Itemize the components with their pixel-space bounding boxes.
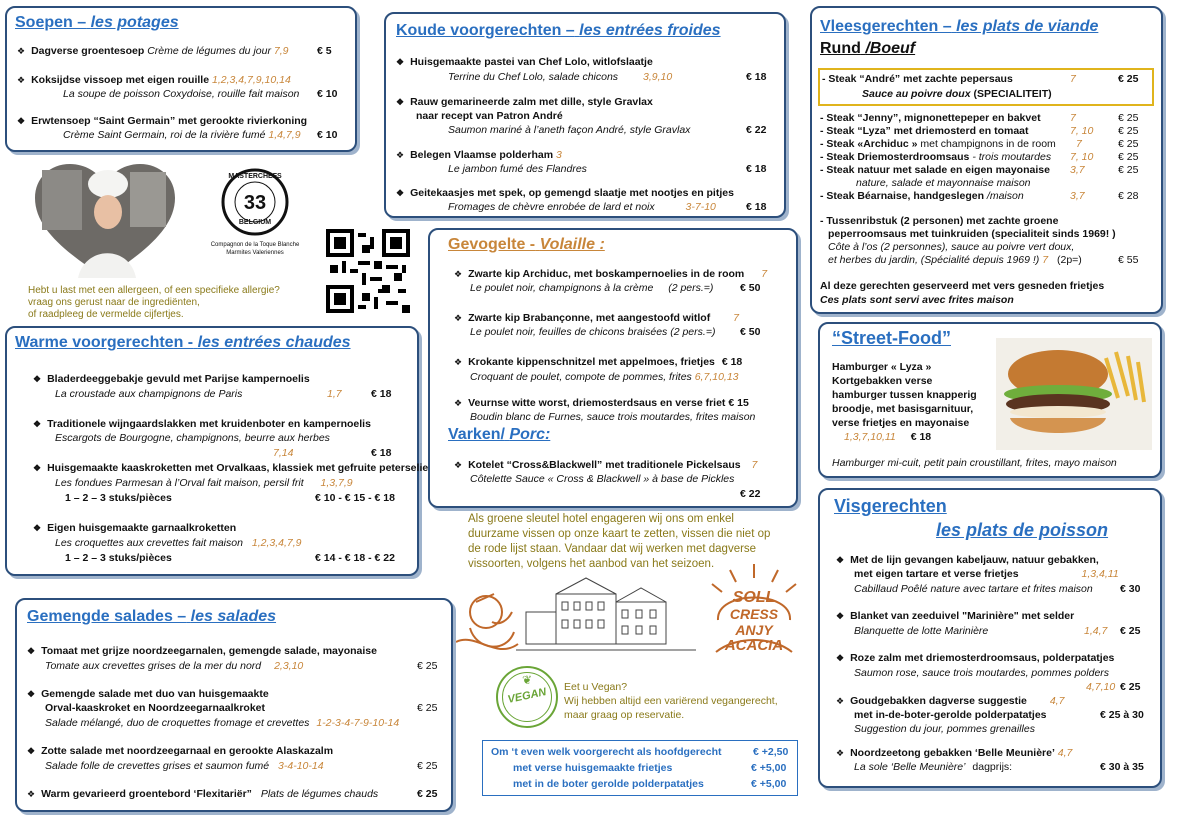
price: € 30 à 35 — [1100, 761, 1144, 773]
menu-item: ❖ Met de lijn gevangen kabeljauw, natuur gebakken, — [836, 554, 1099, 566]
menu-item: ❖ Tomaat met grijze noordzeegarnalen, gemengde salade, mayonaise — [27, 645, 377, 657]
soepen-title: Soepen – les potages — [15, 14, 179, 31]
price: € 10 - € 15 - € 18 — [315, 492, 395, 504]
menu-item-fr: Côte à l’os (2 personnes), sauce au poivre vert doux, — [828, 241, 1075, 253]
menu-item: ❖ Zotte salade met noordzeegarnaal en gerookte Alaskazalm — [27, 745, 334, 757]
koude-panel — [384, 12, 786, 218]
vlees-title: Vleesgerechten – les plats de viande — [820, 18, 1099, 35]
menu-item: - Steak «Archiduc » met champignons in de room — [820, 138, 1056, 150]
vlees-footer: Al deze gerechten geserveerd met vers gesneden frietjes — [820, 280, 1105, 292]
price: € 25 — [1118, 73, 1139, 85]
menu-item-line2: Orval-kaaskroket en Noordzeegarnaalkroket — [45, 702, 266, 714]
menu-item: ❖ Zwarte kip Archiduc, met boskampernoelies in de room 7 — [454, 268, 768, 280]
menu-item: ❖ Traditionele wijngaardslakken met kruidenboter en kampernoelis — [33, 418, 371, 430]
price: € 25 à 30 — [1100, 709, 1144, 721]
allergens: 7,14 — [273, 447, 294, 459]
menu-item: ❖ Gemengde salade met duo van huisgemaakte — [27, 688, 269, 700]
price: € 10 — [317, 88, 338, 100]
menu-item-fr: Le poulet noir, champignons à la crème (2 pers.=) — [470, 282, 714, 294]
vis-panel — [818, 488, 1162, 788]
badge-title: MASTERCHEFS — [228, 173, 282, 180]
price: € 18 — [746, 163, 767, 175]
supplement-price: € +2,50 — [753, 746, 789, 758]
sustainability-note: Als groene sleutel hotel engageren wij ons om enkel duurzame vissen op onze kaart te zetten, vissen die niet op de rode lijst staan. Vandaar dat wij werken met dagverse vissoorten, volgens het aanbod van het seizoen. — [468, 513, 771, 570]
menu-item-fr: Crème Saint Germain, roi de la rivière fumé 1,4,7,9 — [63, 129, 301, 141]
logo-line: ACACIA — [724, 637, 784, 654]
menu-item: ❖ Eigen huisgemaakte garnaalkroketten — [33, 522, 237, 534]
masterchefs-badge — [200, 167, 310, 273]
allergens: 3,7 — [1070, 164, 1085, 176]
price: € 25 — [1118, 125, 1139, 137]
allergens: 7 — [1070, 112, 1076, 124]
allergens: 7 — [1076, 138, 1082, 150]
logo-line: CRESS — [729, 606, 779, 622]
menu-item-fr: nature, salade et mayonnaise maison — [856, 177, 1031, 189]
supplement-price: € +5,00 — [751, 762, 787, 774]
menu-item-fr: Fromages de chèvre enrobée de lard et noix 3-7-10 — [448, 201, 716, 213]
menu-item: ❖ Rauw gemarineerde zalm met dille, style Gravlax — [396, 96, 653, 108]
menu-item: ❖ Noordzeetong gebakken ‘Belle Meunière’ 4,7 — [836, 747, 1073, 759]
allergens: 7, 10 — [1070, 151, 1094, 163]
menu-item-fr: Salade mélangé, duo de croquettes fromage et crevettes 1-2-3-4-7-9-10-14 — [45, 717, 400, 729]
supplement-line: met verse huisgemaakte frietjes — [513, 762, 673, 774]
menu-item: - Steak Driemosterdroomsaus - trois moutardes — [820, 151, 1052, 163]
price: € 25 — [417, 702, 438, 714]
price: € 55 — [1118, 254, 1139, 266]
salades-panel — [15, 598, 453, 812]
menu-item-fr: Saumon mariné à l’aneth façon André, style Gravlax — [448, 124, 691, 136]
menu-item-fr: Cabillaud Poêlé nature avec tartare et frites maison — [854, 583, 1093, 595]
badge-number: 33 — [243, 192, 267, 214]
badge-country: BELGIUM — [238, 219, 272, 226]
street-line: broodje, met basisgarnituur, — [832, 403, 974, 415]
vegan-label: VEGAN — [506, 686, 548, 706]
street-line: Kortgebakken verse — [832, 375, 933, 387]
menu-item: - Steak “Jenny”, mignonettepeper en bakvet — [820, 112, 1041, 124]
price: € 28 — [1118, 190, 1139, 202]
vis-title-fr: les plats de poisson — [936, 520, 1109, 540]
allergy-note: Hebt u last met een allergeen, of een specifieke allergie? vraag ons gerust naar de ingrediënten, of raadpleeg de vermelde cijfertjes. — [28, 285, 280, 320]
chef-photo — [30, 160, 180, 280]
menu-item: ❖ Goudgebakken dagverse suggestie 4,7 — [836, 695, 1065, 707]
menu-item: ❖ Veurnse witte worst, driemosterdsaus en verse friet € 15 — [454, 397, 749, 409]
menu-item-line2: met eigen tartare et verse frietjes 1,3,4,11 — [854, 568, 1119, 580]
price: € 25 — [417, 760, 438, 772]
allergens: 7, 10 — [1070, 125, 1094, 137]
price: € 18 — [746, 71, 767, 83]
badge-sub: Compagnon de la Toque Blanche Marmites Valeriennes — [210, 242, 300, 256]
menu-item: ❖ Zwarte kip Brabançonne, met aangestoofd witlof 7 — [454, 312, 739, 324]
highlight-box — [818, 68, 1154, 106]
menu-item-fr: Blanquette de lotte Marinière — [854, 625, 989, 637]
price: € 25 — [1120, 625, 1141, 637]
logo-line: ANJY — [735, 622, 773, 638]
logo-line: SOLL — [732, 589, 776, 606]
menu-item: ❖ Kotelet “Cross&Blackwell” met traditionele Pickelsaus 7 — [454, 459, 758, 471]
menu-item-fr: La soupe de poisson Coxydoise, rouille fait maison — [63, 88, 300, 100]
menu-item-fr: Croquant de poulet, compote de pommes, frites 6,7,10,13 — [470, 371, 739, 383]
price: € 25 — [417, 660, 438, 672]
menu-item-fr: La sole ‘Belle Meunière’ dagprijs: — [854, 761, 1013, 773]
menu-item: ❖ Huisgemaakte kaaskroketten met Orvalkaas, klassiek met gefruite peterselie — [33, 462, 429, 474]
menu-item: ❖ Dagverse groentesoep Crème de légumes du jour 7,9 — [17, 45, 289, 57]
allergens: 7 — [1070, 73, 1076, 85]
vlees-footer-fr: Ces plats sont servi avec frites maison — [820, 294, 1014, 306]
menu-item-fr: Le jambon fumé des Flandres — [448, 163, 587, 175]
menu-item: - Steak “Lyza” met driemosterd en tomaat — [820, 125, 1029, 137]
price: € 14 - € 18 - € 22 — [315, 552, 395, 564]
menu-item-fr: Terrine du Chef Lolo, salade chicons 3,9,10 — [448, 71, 673, 83]
supplements-box — [482, 740, 798, 796]
leaf-icon: ❦ — [522, 673, 533, 687]
price: € 25 — [1118, 112, 1139, 124]
menu-item: - Steak natuur met salade en eigen mayonaise — [820, 164, 1050, 176]
menu-item-fr: Sauce au poivre doux (SPECIALITEIT) — [862, 88, 1052, 100]
hotel-illustration — [456, 572, 706, 668]
street-line: verse frietjes en mayonaise — [832, 417, 970, 429]
street-line: hamburger tussen knapperig — [832, 389, 977, 401]
vlees-panel — [810, 6, 1163, 314]
price: € 25 — [1118, 151, 1139, 163]
price: € 18 — [371, 388, 392, 400]
allergens: 1,4,7 — [1084, 625, 1108, 637]
menu-item-line2: met in-de-boter-gerolde polderpatatjes — [854, 709, 1047, 721]
menu-item: ❖ Krokante kippenschnitzel met appelmoes, frietjes € 18 — [454, 356, 743, 368]
menu-item-line2: peperroomsaus met tuinkruiden (specialiteit sinds 1969! ) — [828, 228, 1116, 240]
menu-item: ❖ Blanket van zeeduivel "Marinière" met selder — [836, 610, 1075, 622]
menu-item-fr: Saumon rose, sauce trois moutardes, pommes polders — [854, 667, 1110, 679]
menu-item: ❖ Koksijdse vissoep met eigen rouille 1,2,3,4,7,9,10,14 — [17, 74, 291, 86]
warme-title: Warme voorgerechten - les entrées chaudes — [15, 334, 351, 351]
menu-item-fr: Côtelette Sauce « Cross & Blackwell » à base de Pickles — [470, 473, 735, 485]
varken-title: Varken/ Porc: — [448, 426, 551, 443]
allergens: 4,7,10 — [1086, 681, 1116, 693]
qr-code[interactable] — [326, 229, 410, 313]
koude-title: Koude voorgerechten – les entrées froides — [396, 22, 721, 39]
street-allergens-price: 1,3,7,10,11 € 18 — [844, 431, 932, 443]
menu-item: - Tussenribstuk (2 personen) met zachte groene — [820, 215, 1059, 227]
burger-photo — [996, 338, 1152, 450]
price: € 18 — [371, 447, 392, 459]
price: € 25 — [1120, 681, 1141, 693]
vegan-badge — [496, 666, 558, 728]
menu-item-fr: Suggestion du jour, pommes grenailles — [854, 723, 1035, 735]
menu-item: ❖ Huisgemaakte pastei van Chef Lolo, witlofslaatje — [396, 56, 653, 68]
menu-item-fr: Escargots de Bourgogne, champignons, beurre aux herbes — [55, 432, 330, 444]
menu-item-fr: Les fondues Parmesan à l’Orval fait maison, persil frit 1,3,7,9 — [55, 477, 353, 489]
salades-title: Gemengde salades – les salades — [27, 608, 277, 625]
menu-item: ❖ Belegen Vlaamse polderham 3 — [396, 149, 562, 161]
price: € 30 — [1120, 583, 1141, 595]
price: € 50 — [740, 326, 761, 338]
supplement-price: € +5,00 — [751, 778, 787, 790]
menu-item: - Steak “André” met zachte pepersaus — [822, 73, 1013, 85]
allergens: 1,7 — [327, 388, 342, 400]
street-panel — [818, 322, 1162, 478]
menu-item: ❖ Warm gevarieerd groentebord ‘Flexitariër” Plats de légumes chauds — [27, 788, 379, 800]
menu-item-fr: Les croquettes aux crevettes fait maison 1,2,3,4,7,9 — [55, 537, 302, 549]
menu-item: ❖ Roze zalm met driemosterdroomsaus, polderpatatjes — [836, 652, 1115, 664]
vegan-note: Eet u Vegan? Wij hebben altijd een variërend vegangerecht, maar graag op reservatie. — [564, 681, 778, 721]
street-line: Hamburger « Lyza » — [832, 361, 932, 373]
quantity: 1 – 2 – 3 stuks/pièces — [65, 552, 172, 564]
price: € 50 — [740, 282, 761, 294]
gevogelte-title: Gevogelte - Volaille : — [448, 236, 605, 253]
vlees-subtitle: Rund /Boeuf — [820, 40, 916, 57]
supplement-line: met in de boter gerolde polderpatatjes — [513, 778, 704, 790]
gevogelte-panel — [428, 228, 798, 508]
price: € 18 — [746, 201, 767, 213]
price: € 25 — [1118, 164, 1139, 176]
price: € 10 — [317, 129, 338, 141]
menu-item-fr: Tomate aux crevettes grises de la mer du nord 2,3,10 — [45, 660, 304, 672]
menu-item-fr: Boudin blanc de Furnes, sauce trois moutardes, frites maison — [470, 411, 756, 423]
price: € 25 — [1118, 138, 1139, 150]
menu-item-fr: Salade folle de crevettes grises et saumon fumé 3-4-10-14 — [45, 760, 324, 772]
quantity: 1 – 2 – 3 stuks/pièces — [65, 492, 172, 504]
price: € 25 — [417, 788, 438, 800]
menu-item: ❖ Bladerdeeggebakje gevuld met Parijse kampernoelis — [33, 373, 310, 385]
street-title: “Street-Food” — [832, 328, 951, 348]
price: € 22 — [746, 124, 767, 136]
menu-item-fr: Le poulet noir, feuilles de chicons braisées (2 pers.=) — [470, 326, 716, 338]
soepen-panel — [5, 6, 357, 152]
menu-item-line2: naar recept van Patron André — [416, 110, 563, 122]
menu-item-fr: La croustade aux champignons de Paris — [55, 388, 243, 400]
vis-title: Visgerechten — [834, 496, 947, 516]
menu-item: ❖ Geitekaasjes met spek, op gemengd slaatje met nootjes en pitjes — [396, 187, 734, 199]
menu-item: - Steak Béarnaise, handgeslegen /maison — [820, 190, 1024, 202]
price: € 5 — [317, 45, 332, 57]
warme-panel — [5, 326, 429, 576]
supplement-line: Om ‘t even welk voorgerecht als hoofdgerecht — [491, 746, 722, 758]
menu-item: ❖ Erwtensoep “Saint Germain” met gerookte rivierkoning — [17, 115, 308, 127]
soll-cress-logo — [706, 560, 802, 664]
price: € 22 — [740, 488, 761, 500]
street-fr: Hamburger mi-cuit, petit pain croustillant, frites, mayo maison — [832, 457, 1117, 469]
allergens: 3,7 — [1070, 190, 1085, 202]
menu-item-fr2: et herbes du jardin, (Spécialité depuis 1969 !) 7 (2p=) — [828, 254, 1082, 266]
